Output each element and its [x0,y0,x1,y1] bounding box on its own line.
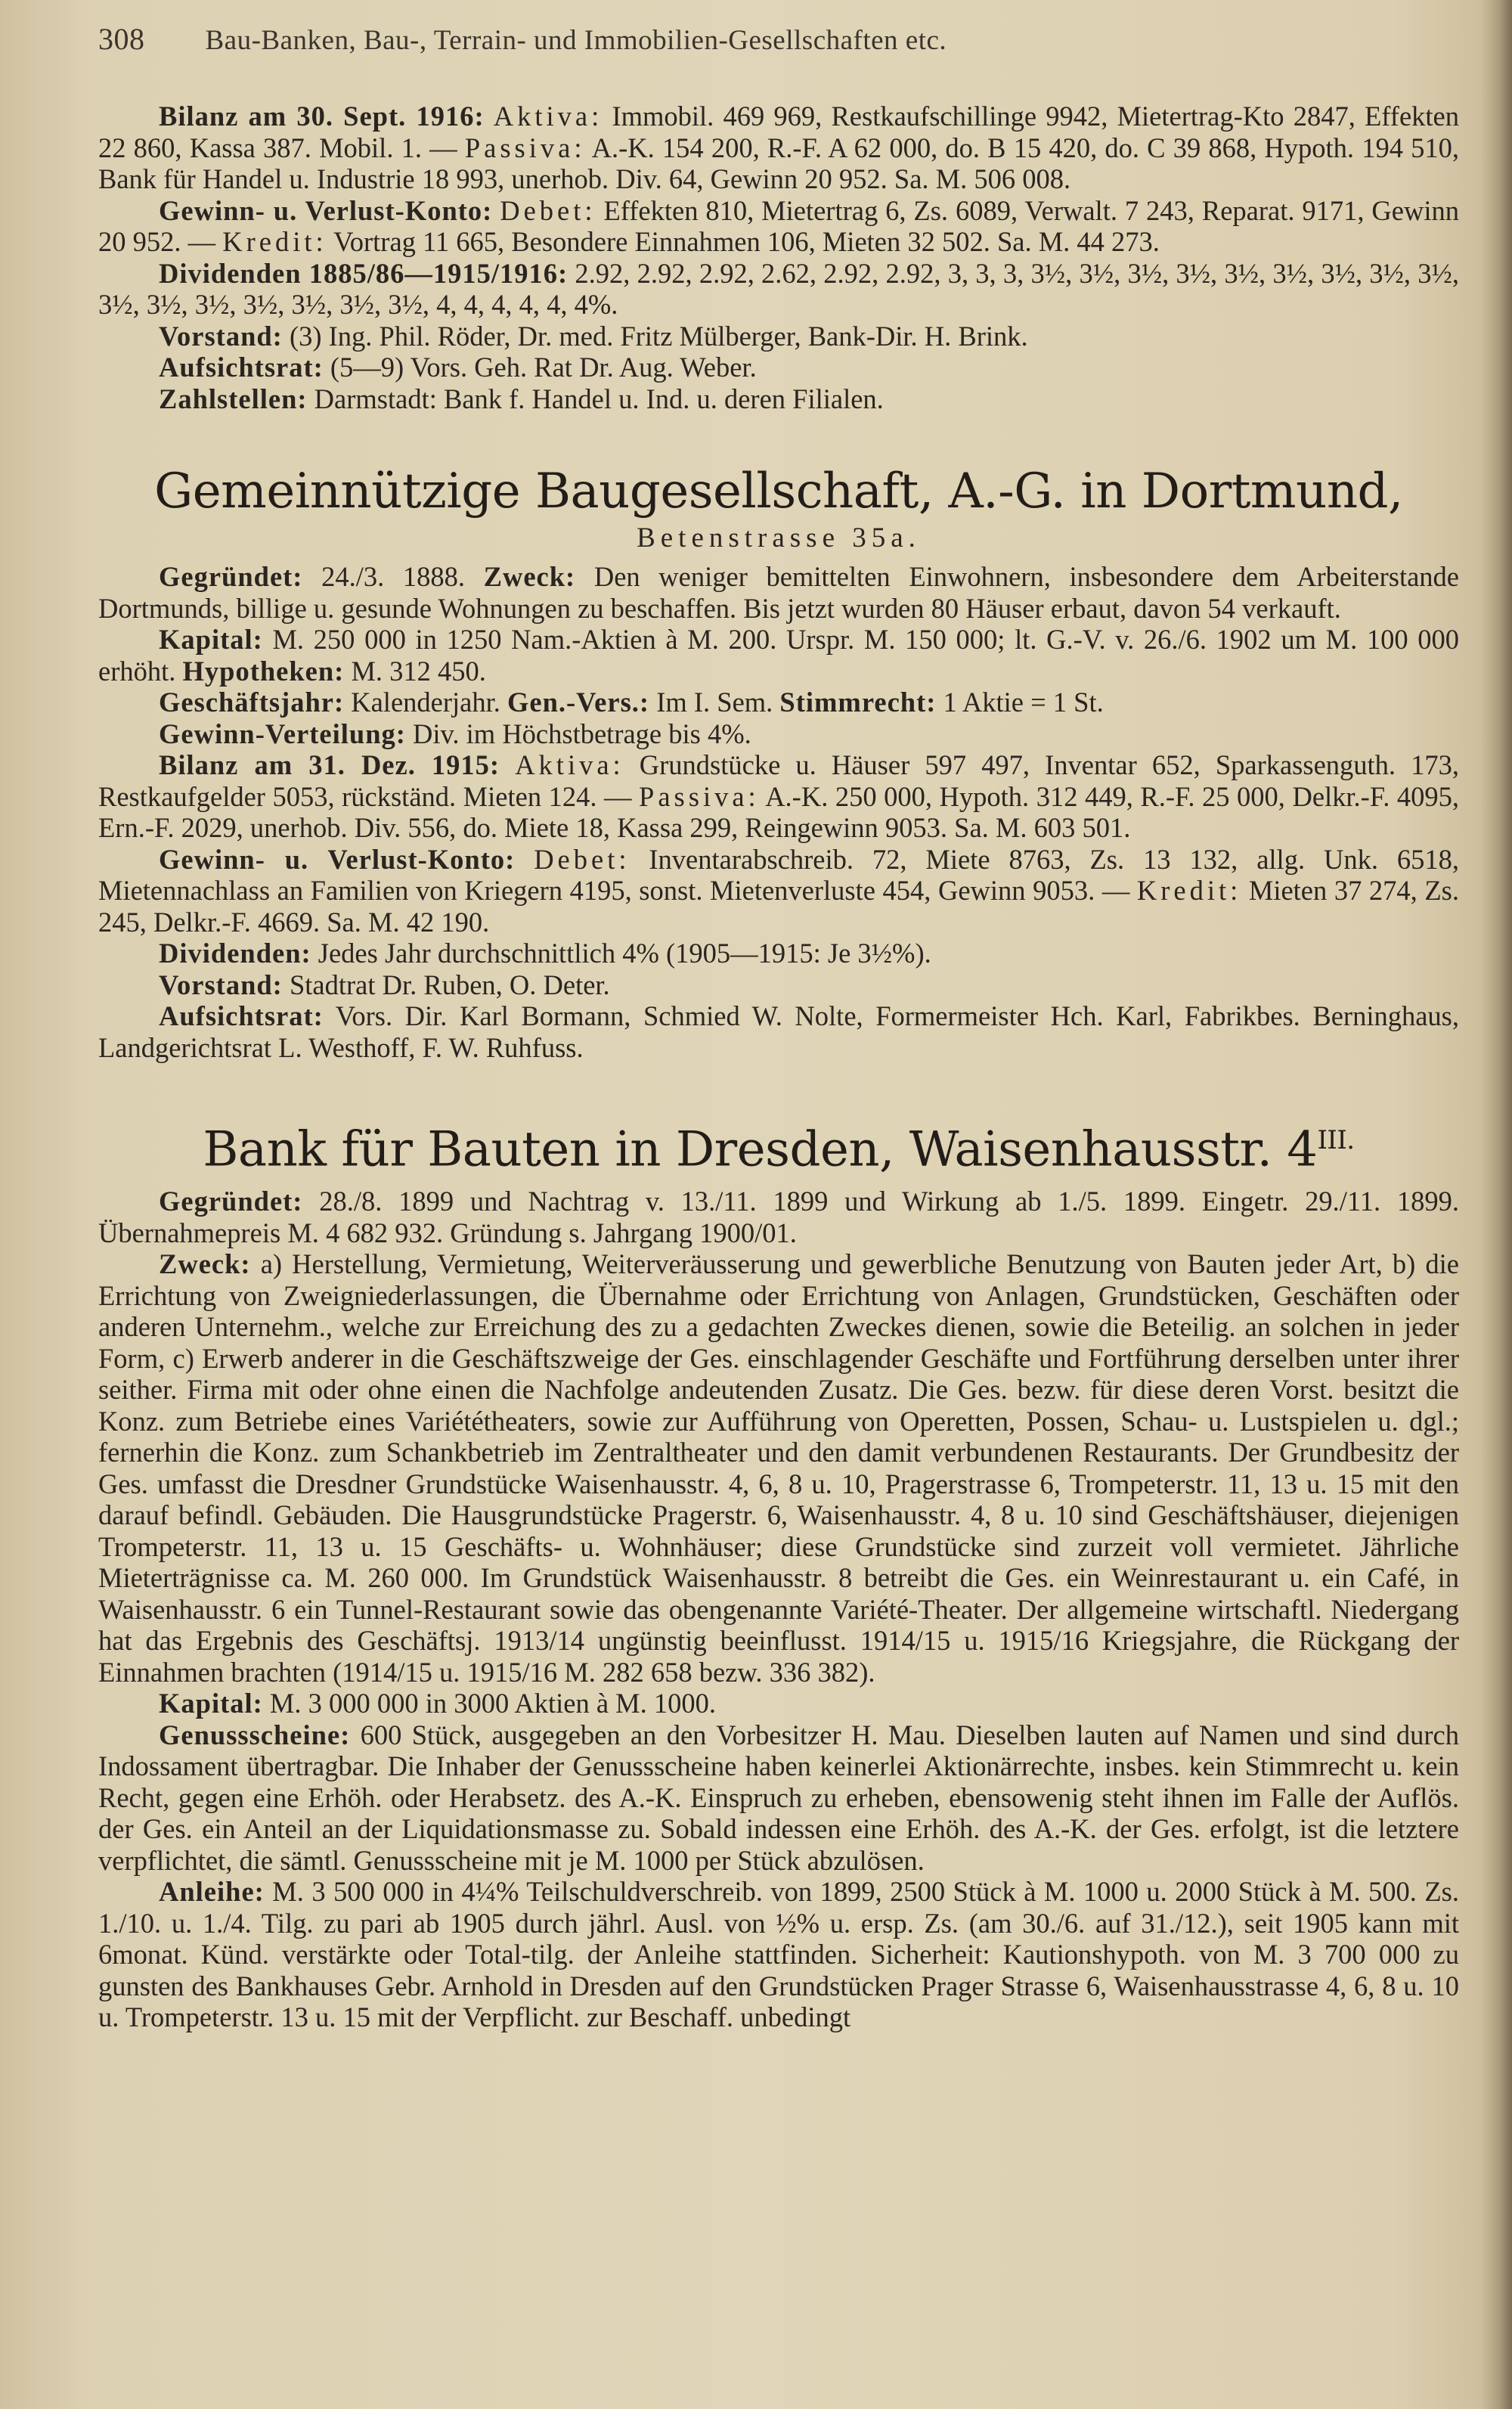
geschaeftsjahr-label: Geschäftsjahr: [159,687,345,718]
hypotheken-label: Hypotheken: [182,655,345,687]
dividenden-paragraph [98,258,1459,321]
vorstand-paragraph [98,321,1459,352]
vorstand-label: Vorstand: [159,320,283,352]
kapital-label: Kapital: [159,624,263,655]
bilanz-label: Bilanz am 31. Dez. 1915: [159,749,500,780]
guv-debet-text: Effekten 810, Mietertrag 6, Zs. 6089, Verwalt. 7 243, Reparat. 9171, Gewinn 20 952. — [98,194,1459,257]
zahlstellen-paragraph [98,383,1459,415]
debet-label: Debet: [500,194,596,226]
gewinnverteilung-label: Gewinn-Verteilung: [159,718,406,749]
running-title: Bau-Banken, Bau-, Terrain- und Immobilien-Gesellschaften etc. [205,25,947,56]
kapital-paragraph [98,1688,1459,1719]
passiva-label: Passiva: [639,780,760,812]
dividenden-text: 2.92, 2.92, 2.92, 2.62, 2.92, 2.92, 3, 3, 3, 3½, 3½, 3½, 3½, 3½, 3½, 3½, 3½, 3½, 3½, 3½, 3½, 3½, 3½, 3½, 3½, 4, 4, 4, 4, 4, 4%. [98,257,1460,320]
dividenden-paragraph [98,938,1459,969]
gewinnverteilung-text: Div. im Höchstbetrage bis 4%. [413,718,751,749]
gegruendet-text: 28./8. 1899 und Nachtrag v. 13./11. 1899 und Wirkung ab 1./5. 1899. Eingetr. 29./11. 1899. Übernahmepreis M. 4 682 932. Gründung s. Jahrgang 1900/01. [98,1186,1459,1248]
company-title: Gemeinnützige Baugesellschaft, A.-G. in Dortmund, [154,464,1403,519]
gegruendet-paragraph [98,561,1459,624]
company-address: Betenstrasse 35a. [637,522,921,553]
vorstand-paragraph [98,969,1459,1001]
guv-kredit-text: Vortrag 11 665, Besondere Einnahmen 106, Mieten 32 502. Sa. M. 44 273. [333,226,1160,257]
gegruendet-paragraph [98,1186,1459,1248]
company-title-floor: III. [1317,1125,1355,1155]
anleihe-label: Anleihe: [159,1876,265,1908]
guv-debet-text: Inventarabschreib. 72, Miete 8763, Zs. 13 132, allg. Unk. 6518, Mietennachlass an Familien von Kriegern 4195, sonst. Mietenverluste 454, Gewinn 9053. — [98,843,1459,906]
bilanz-passiva-text: A.-K. 154 200, R.-F. A 62 000, do. B 15 420, do. C 39 868, Hypoth. 194 510, Bank für Handel u. Industrie 18 993, unerhob. Div. 64, Gewinn 20 952. Sa. M. 506 008. [98,132,1459,194]
kredit-label: Kredit: [1136,875,1242,906]
stimmrecht-label: Stimmrecht: [779,687,937,718]
aufsichtsrat-text: (5—9) Vors. Geh. Rat Dr. Aug. Weber. [330,352,757,383]
aufsichtsrat-paragraph [98,352,1459,383]
dividenden-label: Dividenden: [159,938,311,969]
stimmrecht-text: 1 Aktie = 1 St. [943,687,1104,718]
geschaeftsjahr-text: Kalenderjahr. [351,687,500,718]
genussscheine-label: Genussscheine: [159,1719,351,1750]
geschaeftsjahr-paragraph [98,687,1459,718]
bilanz-paragraph [98,749,1459,844]
zahlstellen-label: Zahlstellen: [159,383,308,414]
genvers-label: Gen.-Vers.: [507,687,650,718]
page-spine-shadow [1480,0,1512,2409]
dividenden-text: Jedes Jahr durchschnittlich 4% (1905—1915: Je 3½%). [318,938,931,969]
aktiva-label: Aktiva: [515,749,624,780]
zweck-text: Den weniger bemittelten Einwohnern, insbesondere dem Arbeiterstande Dortmunds, billige u. gesunde Wohnungen zu beschaffen. Bis jetzt wurden 80 Häuser erbaut, davon 54 verkauft. [98,561,1459,624]
zweck-paragraph [98,1248,1459,1688]
guv-paragraph [98,195,1459,258]
page-number: 308 [98,22,145,56]
guv-paragraph [98,844,1459,938]
vorstand-text: Stadtrat Dr. Ruben, O. Deter. [289,969,610,1000]
zweck-text: a) Herstellung, Vermietung, Weiterveräusserung und gewerbliche Benutzung von Bauten jeder Art, b) die Errichtung von Zweigniederlassungen, die Übernahme oder Errichtung von Anlagen, Grundstücken, Geschäften oder anderen Unternehm., welche zur Erreichung des zu a gedachten Zweckes dienen, sowie die Beteilig. an solchen in jeder Form, c) Erwerb anderer in die Geschäftszweige der Ges. einschlagender Geschäfte und Fortführung derselben unter ihrer seither. Firma mit oder ohne einen die Nachfolge andeutenden Zusatz. Die Ges. bezw. für diese deren Vorst. besitzt die Konz. zum Betriebe eines Variététheaters, sowie zur Aufführung von Operetten, Possen, Schau- u. Lustspielen u. dgl.; fernerhin die Konz. zum Schankbetrieb im Zentraltheater und den damit verbundenen Restaurants. Der Grundbesitz der Ges. umfasst die Dresdner Grundstücke Waisenhausstr. 4, 6, 8 u. 10, Pragerstrasse 6, Trompeterstr. 11, 13 u. 15 mit den darauf befindl. Gebäuden. Die Hausgrundstücke Pragerstr. 6, Waisenhausstr. 4, 8 u. 10 sind Geschäftshäuser, diejenigen Trompeterstr. 11, 13 u. 15 Geschäfts- u. Wohnhäuser; diese Grundstücke sind zurzeit voll vermietet. Jährliche Mieterträgnisse ca. M. 260 000. Im Grundstück Waisenhausstr. 8 betreibt die Ges. ein Weinrestaurant u. ein Café, in Waisenhausstr. 6 ein Tunnel-Restaurant sowie das obengenannte Variété-Theater. Der allgemeine wirtschaftl. Niedergang hat das Ergebnis des Geschäftsj. 1913/14 ungünstig beeinflusst. 1914/15 u. 1915/16 Kriegsjahre, die Rückgang der Einnahmen brachten (1914/15 u. 1915/16 M. 282 658 bezw. 336 382). [98,1248,1459,1688]
guv-label: Gewinn- u. Verlust-Konto: [159,194,493,226]
passiva-label: Passiva: [464,132,586,163]
bilanz-aktiva-text: Grundstücke u. Häuser 597 497, Inventar 652, Sparkassenguth. 173, Restkaufgelder 5053, rückständ. Mieten 124. — [98,749,1460,812]
aufsichtsrat-text: Vors. Dir. Karl Bormann, Schmied W. Nolte, Formermeister Hch. Karl, Fabrikbes. Berninghaus, Landgerichtsrat L. Westhoff, F. W. Ruhfuss. [98,1000,1460,1063]
bilanz-label: Bilanz am 30. Sept. 1916: [159,101,485,132]
section-dresden [98,1110,1459,2033]
vorstand-label: Vorstand: [159,969,283,1000]
bilanz-passiva-text: A.-K. 250 000, Hypoth. 312 449, R.-F. 25 000, Delkr.-F. 4095, Ern.-F. 2029, unerhob. Div. 556, do. Miete 18, Kassa 299, Reingewinn 9053. Sa. M. 603 501. [98,780,1459,843]
aktiva-label: Aktiva: [493,101,603,132]
guv-kredit-text: Mieten 37 274, Zs. 245, Delkr.-F. 4669. Sa. M. 42 190. [98,875,1459,938]
genvers-text: Im I. Sem. [656,687,773,718]
kapital-text: M. 3 000 000 in 3000 Aktien à M. 1000. [269,1688,716,1719]
gewinnverteilung-paragraph [98,718,1459,750]
aufsichtsrat-paragraph [98,1000,1459,1063]
bilanz-aktiva-text: Immobil. 469 969, Restkaufschillinge 9942, Mietertrag-Kto 2847, Effekten 22 860, Kassa 387. Mobil. 1. — [98,101,1459,163]
company-title-text: Bank für Bauten in Dresden, Waisenhausstr. 4 [203,1121,1318,1178]
aufsichtsrat-label: Aufsichtsrat: [159,1000,324,1031]
gegruendet-label: Gegründet: [159,561,303,592]
company-title [98,1110,1459,1180]
debet-label: Debet: [534,843,631,875]
genussscheine-text: 600 Stück, ausgegeben an den Vorbesitzer H. Mau. Dieselben lauten auf Namen und sind durch Indossament übertragbar. Die Inhaber der Genussscheine haben keinerlei Aktionärrechte, insbes. kein Stimmrecht u. kein Recht, gegen eine Erhöh. oder Herabsetz. des A.-K. Einspruch zu erheben, ebensowenig steht ihnen im Falle der Auflös. der Ges. ein Anteil an der Liquidationsmasse zu. Sobald indessen eine Erhöh. des A.-K. der Ges. erfolgt, ist die letztere verpflichtet, die sämtl. Genussscheine mit je M. 1000 per Stück abzulösen. [98,1719,1460,1876]
zweck-label: Zweck: [159,1248,251,1280]
hypotheken-text: M. 312 450. [351,655,486,687]
anleihe-text: M. 3 500 000 in 4¼% Teilschuldverschreib. von 1899, 2500 Stück à M. 1000 u. 2000 Stück à M. 500. Zs. 1./10. u. 1./4. Tilg. zu pari ab 1905 durch jährl. Ausl. von ½% u. ersp. Zs. (am 30./6. auf 31./12.), seit 1905 kann mit 6monat. Künd. verstärkte oder Total-tilg. der Anleihe stattfinden. Sicherheit: Kautionshypoth. von M. 3 700 000 zu gunsten des Bankhauses Gebr. Arnhold in Dresden auf den Grundstücken Prager Strasse 6, Waisenhausstrasse 4, 6, 8 u. 10 u. Trompeterstr. 13 u. 15 mit der Verpflicht. zur Beschaff. unbedingt [98,1876,1460,2033]
section-continuation [98,101,1459,414]
guv-label: Gewinn- u. Verlust-Konto: [159,843,516,875]
gegruendet-text: 24./3. 1888. [321,561,465,592]
kredit-label: Kredit: [222,226,327,257]
kapital-label: Kapital: [159,1688,263,1719]
anleihe-paragraph [98,1876,1459,2033]
dividenden-label: Dividenden 1885/86—1915/1916: [159,257,569,289]
gegruendet-label: Gegründet: [159,1186,303,1217]
genussscheine-paragraph [98,1719,1459,1877]
kapital-text: M. 250 000 in 1250 Nam.-Aktien à M. 200. Urspr. M. 150 000; lt. G.-V. v. 26./6. 1902 um M. 100 000 erhöht. [98,624,1460,687]
aufsichtsrat-label: Aufsichtsrat: [159,352,324,383]
zweck-label: Zweck: [483,561,576,592]
section-dortmund [98,461,1459,1063]
running-head [98,21,1459,57]
zahlstellen-text: Darmstadt: Bank f. Handel u. Ind. u. deren Filialen. [314,383,884,414]
bilanz-paragraph [98,101,1459,195]
kapital-paragraph [98,624,1459,687]
vorstand-text: (3) Ing. Phil. Röder, Dr. med. Fritz Mülberger, Bank-Dir. H. Brink. [289,320,1028,352]
